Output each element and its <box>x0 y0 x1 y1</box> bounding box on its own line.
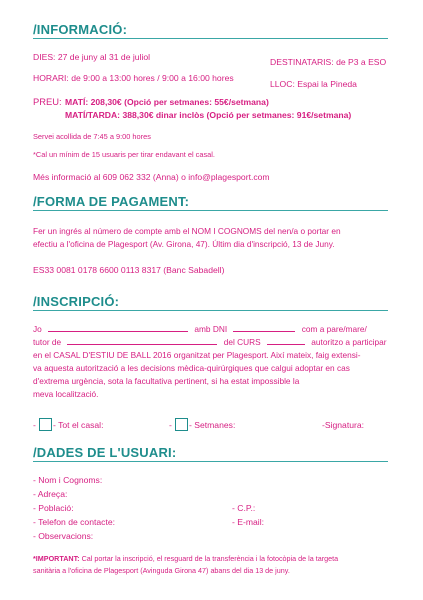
observacions-field[interactable]: - Observacions: <box>33 531 94 541</box>
important-label: *IMPORTANT: <box>33 554 80 563</box>
lloc-row <box>270 78 357 90</box>
matitarda-row <box>65 109 351 121</box>
lloc-label: LLOC: <box>270 79 295 89</box>
dies-label: DIES: <box>33 52 56 62</box>
inscripcio-line6: meva localització. <box>33 389 99 399</box>
section-rule <box>33 461 388 462</box>
section-rule <box>33 38 388 39</box>
mati-week: 55€/setmana) <box>214 97 269 107</box>
preu-label: PREU: <box>33 96 62 107</box>
section-rule <box>33 310 388 311</box>
section-rule <box>33 210 388 211</box>
dash-2: - <box>169 420 172 430</box>
autoritzo-label: autoritzo a participar <box>311 337 387 347</box>
matitarda-price: 388,30€ dinar inclòs <box>122 110 205 120</box>
tot-casal-checkbox[interactable] <box>39 418 52 431</box>
mati-row <box>65 96 269 108</box>
horari-row <box>33 72 234 84</box>
pagament-text-line1: Fer un ingrés al número de compte amb el NOM I COGNOMS del nen/a o portar en <box>33 226 341 236</box>
destinataris-row <box>270 56 386 68</box>
email-field[interactable]: - E-mail: <box>232 517 264 527</box>
telefon-field[interactable]: - Telefon de contacte: <box>33 517 116 527</box>
destinataris-value: de P3 a ESO <box>336 57 387 67</box>
tot-casal-label: - Tot el casal: <box>53 420 104 430</box>
setmanes-checkbox[interactable] <box>175 418 188 431</box>
important-line2: sanitària a l'oficina de Plagesport (Avinguda Girona 47) abans del dia 13 de juny. <box>33 566 290 575</box>
dni-field[interactable] <box>233 323 295 332</box>
mati-label: MATÍ: <box>65 97 89 107</box>
setmanes-label: - Setmanes: <box>189 420 236 430</box>
inscripcio-line3: en el CASAL D'ESTIU DE BALL 2016 organitzat per Plagesport. Així mateix, faig extensi- <box>33 350 361 360</box>
mati-open: (Opció per setmanes: <box>124 97 212 107</box>
section-title-dades: /DADES DE L'USUARI: <box>33 445 177 460</box>
cp-field[interactable]: - C.P.: <box>232 503 256 513</box>
jo-label: Jo <box>33 324 42 334</box>
destinataris-label: DESTINATARIS: <box>270 57 334 67</box>
tutor-de-label: tutor de <box>33 337 62 347</box>
horari-label: HORARI: <box>33 73 69 83</box>
important-text-1: Cal portar la inscripció, el resguard de la transferència i la fotocòpia de la targeta <box>81 554 339 563</box>
lloc-value: Espai la Pineda <box>297 79 357 89</box>
section-title-pagament: /FORMA DE PAGAMENT: <box>33 194 190 209</box>
curs-field[interactable] <box>267 336 305 345</box>
dies-value: 27 de juny al 31 de juliol <box>57 52 151 62</box>
matitarda-label: MATÍ/TARDA: <box>65 110 121 120</box>
important-line1 <box>33 553 338 564</box>
nom-parent-field[interactable] <box>48 323 188 332</box>
section-title-inscripcio: /INSCRIPCIÓ: <box>33 294 120 309</box>
inscripcio-line5: d'extrema urgència, sota la facultativa pertinent, si ha estat impossible la <box>33 376 300 386</box>
adreca-field[interactable]: - Adreça: <box>33 489 68 499</box>
minim-usuaris: *Cal un mínim de 15 usuaris per tirar endavant el casal. <box>33 150 215 159</box>
mati-price: 208,30€ <box>90 97 122 107</box>
poblacio-field[interactable]: - Població: <box>33 503 74 513</box>
inscripcio-line4: va aquesta autorització a les decisions mèdica-quirúrgiques que calgui adoptar en cas <box>33 363 350 373</box>
servei-acollida: Servei acollida de 7:45 a 9:00 hores <box>33 132 151 141</box>
section-title-informacio: /INFORMACIÓ: <box>33 22 128 37</box>
signatura-label: -Signatura: <box>322 420 365 430</box>
matitarda-open: (Opció per setmanes: <box>206 110 295 120</box>
inscripcio-line1 <box>33 323 367 335</box>
nom-nen-field[interactable] <box>67 336 217 345</box>
dash-1: - <box>33 420 36 430</box>
del-curs-label: del CURS <box>223 337 261 347</box>
dies-row <box>33 51 150 63</box>
amb-dni-label: amb DNI <box>194 324 228 334</box>
mes-informacio: Més informació al 609 062 332 (Anna) o info@plagesport.com <box>33 172 270 182</box>
inscripcio-line2 <box>33 336 386 348</box>
bank-account: ES33 0081 0178 6600 0113 8317 (Banc Sabadell) <box>33 265 225 275</box>
horari-value: de 9:00 a 13:00 hores / 9:00 a 16:00 hores <box>71 73 234 83</box>
pagament-text-line2: efectiu a l'oficina de Plagesport (Av. Girona, 47). Últim dia d'inscripció, 13 de Juny. <box>33 239 335 249</box>
com-a-label: com a pare/mare/ <box>301 324 367 334</box>
nom-cognoms-field[interactable]: - Nom i Cognoms: <box>33 475 103 485</box>
matitarda-week: 91€/setmana) <box>296 110 352 120</box>
